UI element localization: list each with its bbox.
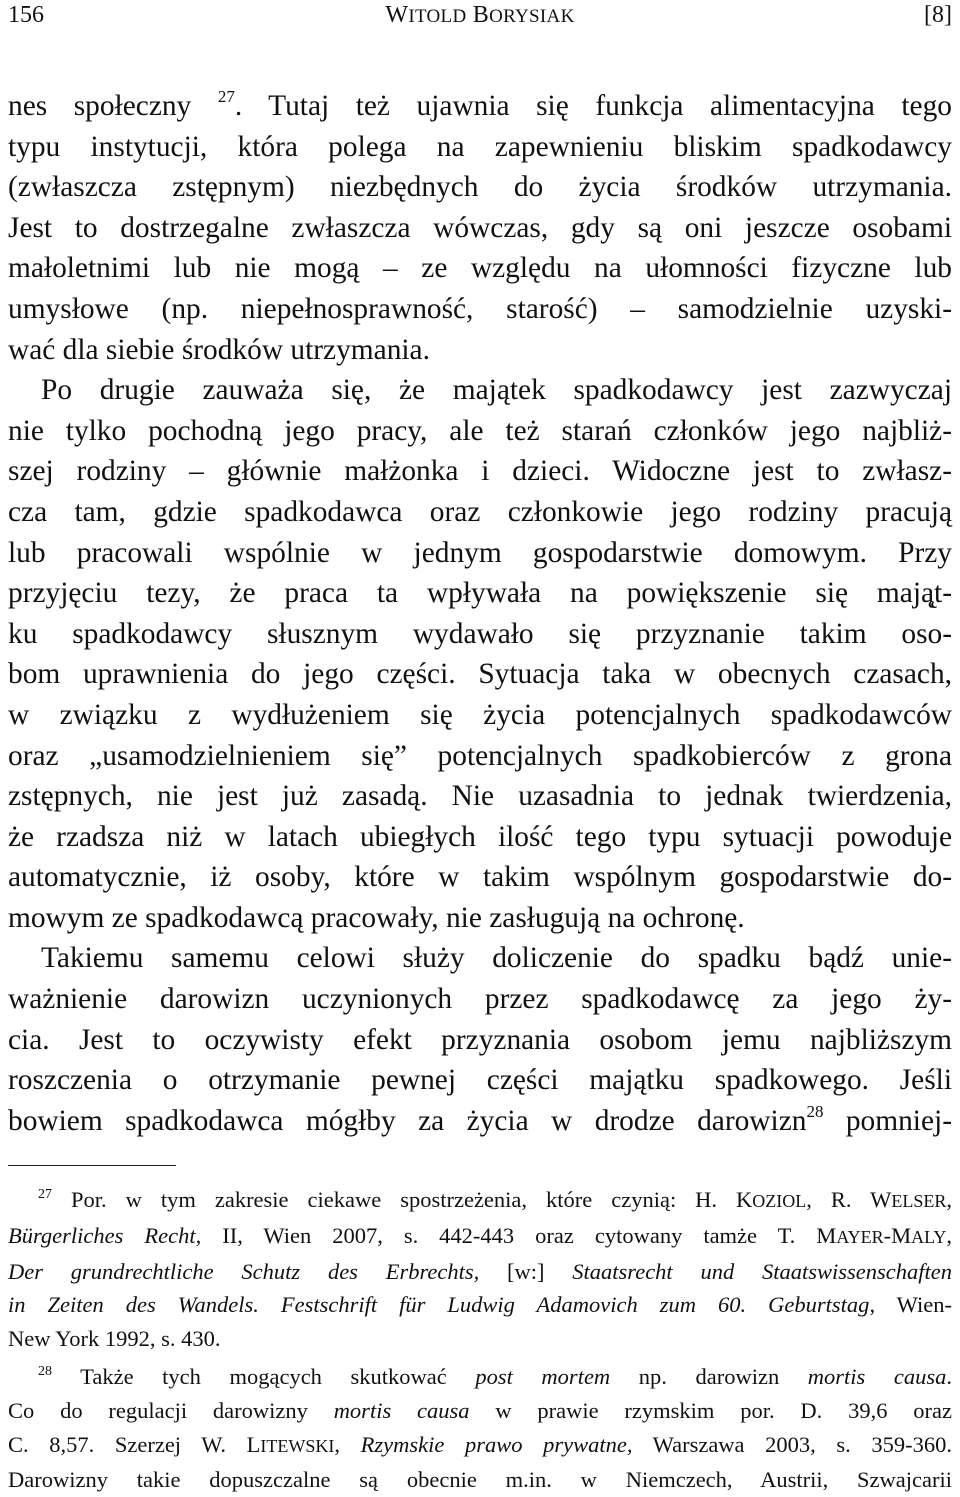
footnote-line: Darowizny takie dopuszczalne są obecnie m.in. w Niemczech, Austrii, Szwajcarii xyxy=(8,1467,952,1493)
body-line: zstępnych, nie jest już zasadą. Nie uzasadnia to jednak twierdzenia, xyxy=(8,780,952,813)
body-line: Po drugie zauważa się, że majątek spadkodawcy jest zazwyczaj xyxy=(41,374,952,407)
body-line: szej rodziny – głównie małżonka i dzieci. Widoczne jest to zwłasz- xyxy=(8,455,952,488)
footnote-ref-27: 27 xyxy=(217,87,235,106)
body-line: oraz „usamodzielnieniem się” potencjalnych spadkobierców z grona xyxy=(8,739,952,772)
body-line: wać dla siebie środków utrzymania. xyxy=(8,333,430,366)
running-header xyxy=(8,2,952,38)
body-line: lub pracowali wspólnie w jednym gospodarstwie domowym. Przy xyxy=(8,536,952,569)
running-author: WITOLD BORYSIAK xyxy=(385,2,575,28)
footnote-line: New York 1992, s. 430. xyxy=(8,1326,221,1352)
footnote-line: $^{28}$ Także tych mogących skutkować post mortem np. darowizn mortis causa. xyxy=(38,1364,953,1389)
footnote-line: C. 8,57. Szerzej W. LITEWSKI, Rzymskie prawo prywatne, Warszawa 2003, s. 359-360. xyxy=(8,1431,952,1457)
footnote-28 xyxy=(8,1360,952,1497)
body-line: małoletnimi lub nie mogą – ze względu na ułomności fizyczne lub xyxy=(8,252,952,285)
body-line: ważnienie darowizn uczynionych przez spadkodawcę za jego ży- xyxy=(8,983,952,1016)
body-line: automatycznie, iż osoby, które w takim wspólnym gospodarstwie do- xyxy=(8,861,952,894)
chapter-marker: [8] xyxy=(924,2,952,28)
body-line: umysłowe (np. niepełnosprawność, starość) – samodzielnie uzyski- xyxy=(8,292,952,325)
body-line: że rzadsza niż w latach ubiegłych ilość tego typu sytuacji powoduje xyxy=(8,820,952,853)
body-line: przyjęciu tezy, że praca ta wpływała na powiększenie się mają̨t- xyxy=(8,577,952,610)
body-line: nes społeczny $^{27}$. Tutaj też ujawnia się funkcja alimentacyjna tego xyxy=(8,87,952,122)
footnote-line: Co do regulacji darowizny mortis causa w prawie rzymskim por. D. 39,6 oraz xyxy=(8,1397,952,1423)
footnote-line: Der grundrechtliche Schutz des Erbrechts, [w:] Staatsrecht und Staatswissenschaften xyxy=(8,1258,952,1284)
footnote-mark: 27 xyxy=(38,1187,52,1202)
page-number: 156 xyxy=(8,2,44,28)
body-line: bom uprawnienia do jego części. Sytuacja taka w obecnych czasach, xyxy=(8,658,952,691)
footnote-line: in Zeiten des Wandels. Festschrift für Ludwig Adamovich zum 60. Geburtstag, Wien- xyxy=(8,1292,952,1318)
body-line: nie tylko pochodną jego pracy, ale też starań członków jego najbliż- xyxy=(8,414,952,447)
body-line: cza tam, gdzie spadkodawca oraz członkowie jego rodziny pracują xyxy=(8,495,952,528)
footnote-27 xyxy=(8,1183,952,1356)
body-line: typu instytucji, która polega na zapewnieniu bliskim spadkodawcy xyxy=(8,130,952,163)
body-line: Jest to dostrzegalne zwłaszcza wówczas, gdy są oni jeszcze osobami xyxy=(8,211,952,244)
body-line: bowiem spadkodawca mógłby za życia w drodze darowizn$^{28}$ pomniej- xyxy=(8,1101,952,1137)
footnote-ref-28: 28 xyxy=(806,1101,824,1121)
body-line: (zwłaszcza zstępnym) niezbędnych do życia środków utrzymania. xyxy=(8,171,952,204)
body-line: mowym ze spadkodawcą pracowały, nie zasługują na ochronę. xyxy=(8,901,745,934)
body-line: roszczenia o otrzymanie pewnej części majątku spadkowego. Jeśli xyxy=(8,1064,952,1097)
footnote-mark: 28 xyxy=(38,1364,52,1379)
body-line: cia. Jest to oczywisty efekt przyznania osobom jemu najbliższym xyxy=(8,1023,952,1056)
body-line: ku spadkodawcy słusznym wydawało się przyznanie takim oso- xyxy=(8,617,952,650)
body-text xyxy=(8,86,952,1141)
footnote-line: $^{27}$ Por. w tym zakresie ciekawe spostrzeżenia, które czynią: H. KOZIOL, R. WELSER, xyxy=(38,1187,952,1212)
footnote-separator xyxy=(8,1165,176,1166)
body-line: w związku z wydłużeniem się życia potencjalnych spadkodawców xyxy=(8,698,952,731)
footnote-line: Bürgerliches Recht, II, Wien 2007, s. 442-443 oraz cytowany tamże T. MAYER-MALY, xyxy=(8,1222,952,1248)
body-line: Takiemu samemu celowi służy doliczenie do spadku bądź unie- xyxy=(41,942,952,975)
